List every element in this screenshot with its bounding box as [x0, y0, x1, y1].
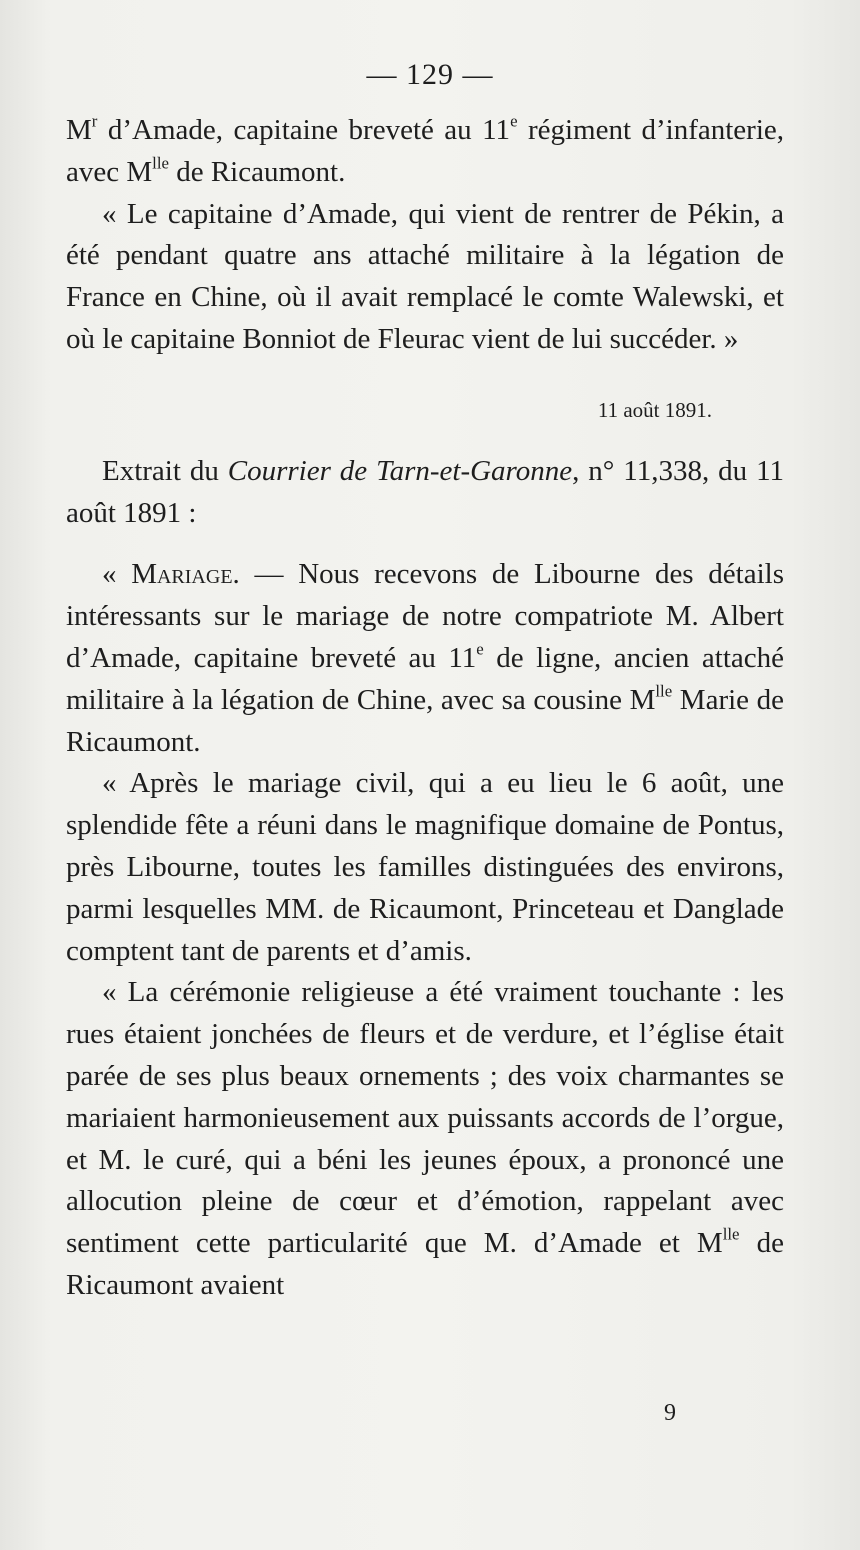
text-run: Marie de Ricaumont.	[66, 683, 784, 758]
paragraph-5: « Après le mariage civil, qui a eu lieu le 6 août, une splendide fête a réuni dans le magnifique domaine de Pontus, près Libourne, toutes les familles distinguées des environs, parmi lesquelles MM. de Ricaumont, Princeteau et Danglade comptent tant de parents et d’amis.	[66, 767, 784, 967]
superscript: lle	[152, 153, 169, 173]
signature-mark: 9	[664, 1400, 676, 1426]
text-run: «	[102, 558, 132, 591]
text-run: « La cérémonie religieuse a été vraiment touchante : les rues étaient jonchées de fleurs et de verdure, et l’église était parée de ses plus beaux ornements ; des voix charmantes se mariaient harmonieusement aux puissants accords de l’orgue, et M. le curé, qui a béni les jeunes époux, a prononcé une allocution pleine de cœur et d’émotion, rappelant avec sentiment cette particularité que M. d’Amade et M	[66, 976, 784, 1260]
superscript: r	[91, 111, 98, 131]
paragraph-2: « Le capitaine d’Amade, qui vient de rentrer de Pékin, a été pendant quatre ans attaché militaire à la légation de France en Chine, où il avait remplacé le comte Walewski, et où le capitaine Bonniot de Fleurac vient de lui succéder. »	[66, 197, 784, 355]
paragraph-1	[66, 110, 784, 194]
text-run: , n° 11,338, du 11 août 1891 :	[66, 454, 784, 529]
text-run: de ligne, ancien attaché militaire à la légation de Chine, avec sa cousine M	[66, 641, 784, 716]
paragraph-3	[66, 451, 784, 535]
dateline: 11 août 1891.	[597, 397, 712, 422]
newspaper-title: Courrier de Tarn-et-Garonne	[227, 454, 573, 487]
superscript: e	[510, 111, 518, 131]
text-run: M	[66, 114, 92, 146]
text-run: — Nous recevons de Libourne des détails intéressants sur le mariage de notre compatriote M. Albert d’Amade, capitaine breveté au 11	[66, 558, 784, 674]
superscript: lle	[722, 1224, 740, 1244]
paragraph-6	[66, 972, 784, 1306]
text-run: d’Amade, capitaine breveté au 11	[97, 114, 511, 146]
section-heading: Mariage.	[131, 558, 240, 591]
paragraph-gap	[66, 534, 784, 554]
superscript: lle	[655, 681, 673, 701]
text-run: Extrait du	[102, 454, 228, 487]
text-run: de Ricaumont avaient	[66, 1227, 784, 1301]
page-number-header: — 129 —	[366, 58, 494, 91]
text-body	[66, 110, 784, 1307]
superscript: e	[476, 639, 484, 659]
paragraph-4	[66, 554, 784, 763]
text-run: de Ricaumont.	[168, 155, 346, 188]
text-run: régiment d’infanterie, avec M	[66, 114, 784, 188]
